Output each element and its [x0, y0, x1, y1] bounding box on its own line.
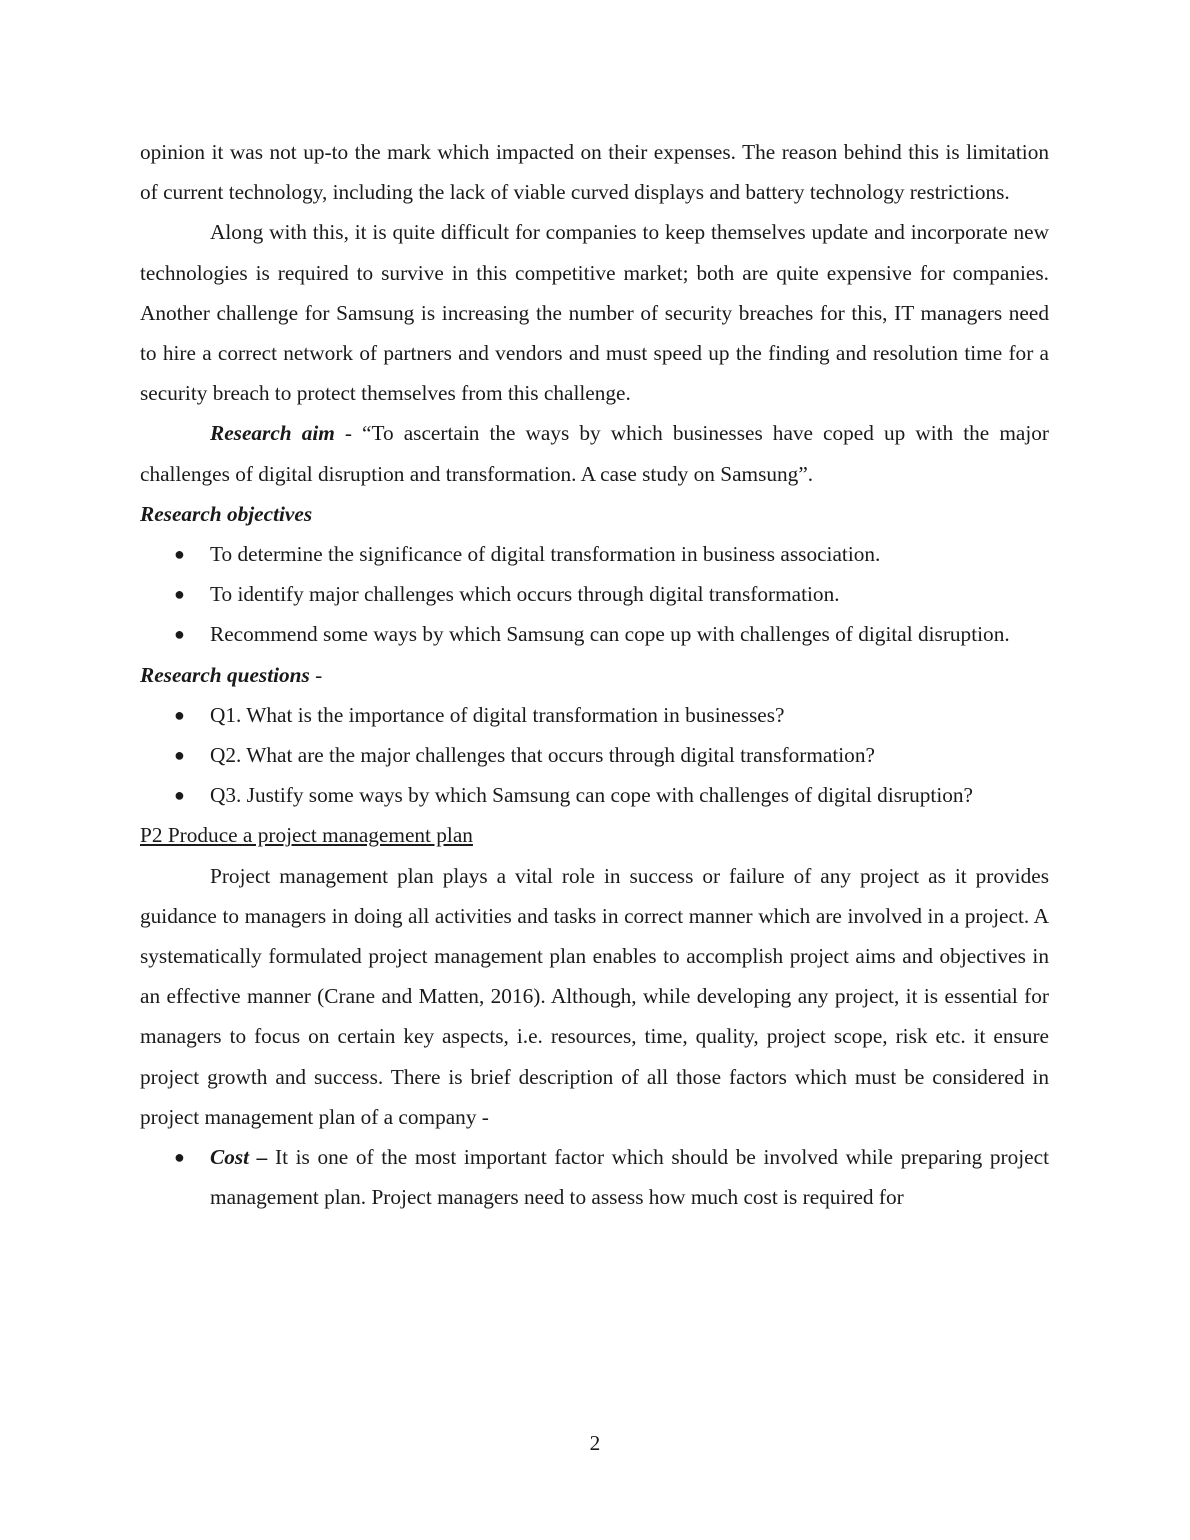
- list-item: [140, 614, 1049, 654]
- paragraph-research-aim: [140, 413, 1049, 493]
- list-item: [140, 574, 1049, 614]
- paragraph-project-plan: Project management plan plays a vital role in success or failure of any project as it provides guidance to managers in doing all activities and tasks in correct manner which are involved in a project. A systematically formulated project management plan enables to accomplish project aims and objectives in an effective manner (Crane and Matten, 2016). Although, while developing any project, it is essential for managers to focus on certain key aspects, i.e. resources, time, quality, project scope, risk etc. it ensure project growth and success. There is brief description of all those factors which must be considered in project management plan of a company -: [140, 863, 1049, 1129]
- bullet-icon: ●: [174, 544, 185, 565]
- list-item: [140, 534, 1049, 574]
- list-item: [140, 1137, 1049, 1217]
- bullet-icon: ●: [174, 1147, 185, 1168]
- research-aim-text: - “To ascertain the ways by which businesses have coped up with the major challenges of digital disruption and transformation. A case study on Samsung”.: [140, 421, 1049, 486]
- research-questions-heading: [140, 655, 1049, 695]
- objective-text: To identify major challenges which occurs through digital transformation.: [210, 582, 840, 607]
- bullet-icon: ●: [174, 745, 185, 766]
- research-objectives-list: [140, 534, 1049, 655]
- research-questions-list: [140, 695, 1049, 816]
- bullet-icon: ●: [174, 584, 185, 605]
- research-objectives-heading: Research objectives: [140, 501, 313, 526]
- document-page: [140, 132, 1049, 1217]
- paragraph-challenges: Along with this, it is quite difficult for companies to keep themselves update and incorporate new technologies is required to survive in this competitive market; both are quite expensive for companies. Another challenge for Samsung is increasing the number of security breaches for this, IT managers need to hire a correct network of partners and vendors and must speed up the finding and resolution time for a security breach to protect themselves from this challenge.: [140, 220, 1049, 406]
- research-aim-label: Research aim: [210, 421, 335, 446]
- page-number: 2: [589, 1431, 601, 1455]
- bullet-icon: ●: [174, 785, 185, 806]
- research-questions-suffix: -: [309, 662, 323, 687]
- paragraph-technology-limitations: opinion it was not up-to the mark which impacted on their expenses. The reason behind this is limitation of current technology, including the lack of viable curved displays and battery technology restrictions.: [140, 140, 1049, 205]
- cost-text: It is one of the most important factor which should be involved while preparing project management plan. Project managers need to assess how much cost is required for: [210, 1145, 1049, 1210]
- list-item: [140, 775, 1049, 815]
- bullet-icon: ●: [174, 704, 185, 725]
- objective-text: Recommend some ways by which Samsung can cope up with challenges of digital disruption.: [210, 622, 1010, 647]
- bullet-icon: ●: [174, 624, 185, 645]
- question-text: Q3. Justify some ways by which Samsung can cope with challenges of digital disruption?: [210, 783, 974, 808]
- list-item: [140, 695, 1049, 735]
- factors-list: [140, 1137, 1049, 1217]
- cost-label: Cost –: [210, 1145, 268, 1170]
- question-text: Q1. What is the importance of digital transformation in businesses?: [210, 702, 785, 727]
- question-text: Q2. What are the major challenges that occurs through digital transformation?: [210, 743, 875, 768]
- list-item: [140, 735, 1049, 775]
- objective-text: To determine the significance of digital transformation in business association.: [210, 542, 881, 567]
- research-questions-label: Research questions: [140, 662, 310, 687]
- section-heading-p2: P2 Produce a project management plan: [140, 823, 473, 848]
